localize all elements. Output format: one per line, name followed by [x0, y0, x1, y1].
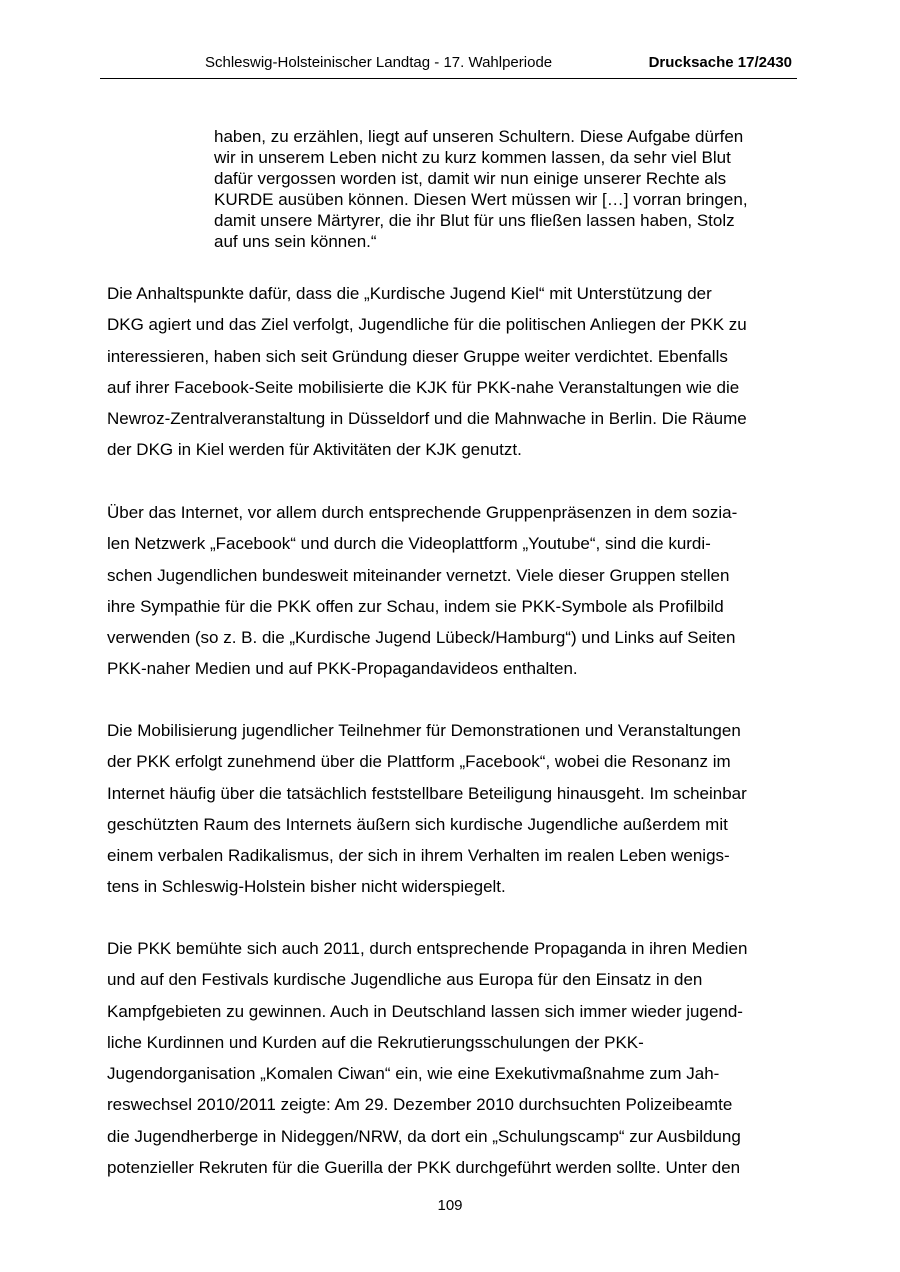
- paragraph-line: verwenden (so z. B. die „Kurdische Jugend Lübeck/Hamburg“) und Links auf Seiten: [107, 628, 736, 648]
- paragraph-line: Jugendorganisation „Komalen Ciwan“ ein, wie eine Exekutivmaßnahme zum Jah-: [107, 1064, 720, 1084]
- paragraph-line: schen Jugendlichen bundesweit miteinander vernetzt. Viele dieser Gruppen stellen: [107, 565, 730, 585]
- body-paragraph: [107, 933, 797, 1183]
- paragraph-line: die Jugendherberge in Nideggen/NRW, da dort ein „Schulungscamp“ zur Ausbildung: [107, 1126, 741, 1146]
- paragraph-line: der PKK erfolgt zunehmend über die Plattform „Facebook“, wobei die Resonanz im: [107, 752, 731, 772]
- paragraph-line: Die Anhaltspunkte dafür, dass die „Kurdische Jugend Kiel“ mit Unterstützung der: [107, 284, 712, 303]
- quote-line: damit unsere Märtyrer, die ihr Blut für uns fließen lassen haben, Stolz: [214, 211, 735, 230]
- paragraph-line: geschützten Raum des Internets äußern sich kurdische Jugendliche außerdem mit: [107, 814, 728, 834]
- paragraph-line: liche Kurdinnen und Kurden auf die Rekrutierungsschulungen der PKK-: [107, 1032, 644, 1052]
- paragraph-line: auf ihrer Facebook-Seite mobilisierte die KJK für PKK-nahe Veranstaltungen wie die: [107, 377, 740, 397]
- paragraph-line: tens in Schleswig-Holstein bisher nicht widerspiegelt.: [107, 877, 506, 897]
- paragraph-line: einem verbalen Radikalismus, der sich in ihrem Verhalten im realen Leben wenigs-: [107, 846, 730, 866]
- paragraph-line: len Netzwerk „Facebook“ und durch die Videoplattform „Youtube“, sind die kurdi-: [107, 534, 711, 554]
- page-number: 109: [437, 1197, 463, 1214]
- paragraph-line: Die Mobilisierung jugendlicher Teilnehmer für Demonstrationen und Veranstaltungen: [107, 721, 741, 740]
- paragraph-line: Newroz-Zentralveranstaltung in Düsseldorf und die Mahnwache in Berlin. Die Räume: [107, 409, 747, 429]
- body-paragraph: [107, 715, 797, 903]
- document-number: Drucksache 17/2430: [648, 54, 792, 71]
- page-header: [100, 50, 797, 79]
- quote-line: dafür vergossen worden ist, damit wir nun einige unserer Rechte als: [214, 169, 727, 188]
- paragraph-line: potenzieller Rekruten für die Guerilla der PKK durchgeführt werden sollte. Unter den: [107, 1158, 741, 1178]
- body-paragraph: [107, 497, 797, 685]
- header-title: Schleswig-Holsteinischer Landtag - 17. Wahlperiode: [205, 54, 553, 71]
- paragraph-line: reswechsel 2010/2011 zeigte: Am 29. Dezember 2010 durchsuchten Polizeibeamte: [107, 1095, 733, 1115]
- quote-line: wir in unserem Leben nicht zu kurz kommen lassen, da sehr viel Blut: [214, 148, 731, 167]
- paragraph-line: Kampfgebieten zu gewinnen. Auch in Deutschland lassen sich immer wieder jugend-: [107, 1001, 743, 1021]
- quote-line: haben, zu erzählen, liegt auf unseren Schultern. Diese Aufgabe dürfen: [214, 127, 744, 146]
- paragraph-line: DKG agiert und das Ziel verfolgt, Jugendliche für die politischen Anliegen der PKK zu: [107, 315, 747, 335]
- block-quote: [214, 126, 794, 252]
- paragraph-line: Die PKK bemühte sich auch 2011, durch entsprechende Propaganda in ihren Medien: [107, 939, 748, 958]
- paragraph-line: interessieren, haben sich seit Gründung dieser Gruppe weiter verdichtet. Ebenfalls: [107, 346, 728, 366]
- paragraph-line: ihre Sympathie für die PKK offen zur Schau, indem sie PKK-Symbole als Profilbild: [107, 596, 724, 616]
- paragraph-line: PKK-naher Medien und auf PKK-Propagandavideos enthalten.: [107, 659, 578, 679]
- body-paragraph: [107, 278, 797, 466]
- paragraph-line: Über das Internet, vor allem durch entsprechende Gruppenpräsenzen in dem sozia-: [107, 503, 738, 522]
- quote-line: auf uns sein können.“: [214, 232, 377, 251]
- paragraph-line: und auf den Festivals kurdische Jugendliche aus Europa für den Einsatz in den: [107, 970, 703, 990]
- paragraph-line: der DKG in Kiel werden für Aktivitäten der KJK genutzt.: [107, 440, 522, 460]
- quote-line: KURDE ausüben können. Diesen Wert müssen wir […] vorran bringen,: [214, 190, 748, 209]
- paragraph-line: Internet häufig über die tatsächlich feststellbare Beteiligung hinausgeht. Im scheinbar: [107, 783, 747, 803]
